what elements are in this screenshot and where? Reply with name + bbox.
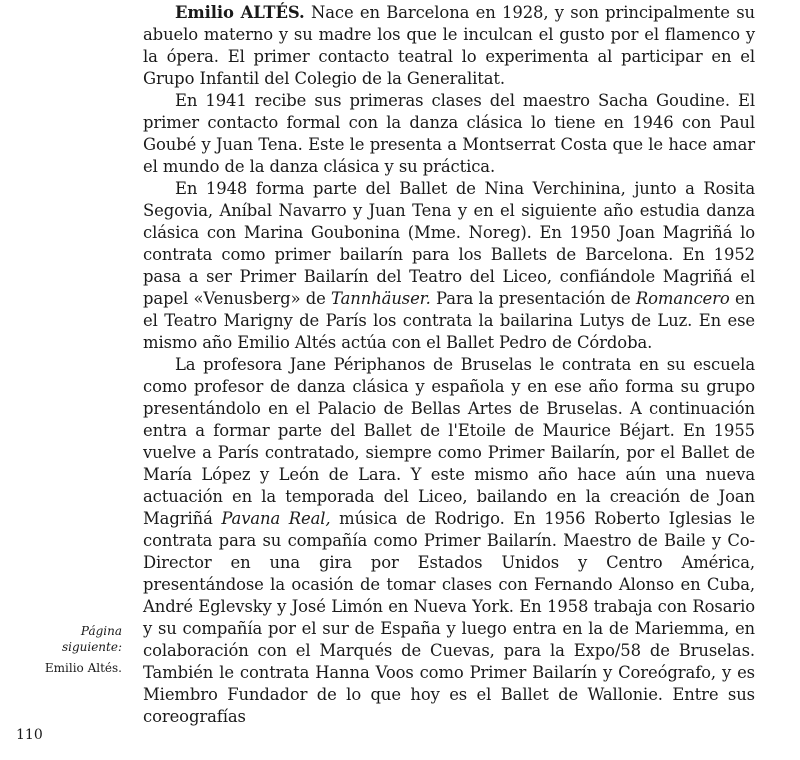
paragraph-1-text: Nace en Barcelona en 1928, y son principalmente su abuelo materno y su madre los que le inculcan el gusto por el flamenco y la ópera. El primer contacto teatral lo experimenta al participar en el Grupo Infantil del Colegio de la Generalitat. <box>143 3 755 88</box>
paragraph-2: En 1941 recibe sus primeras clases del maestro Sacha Goudine. El primer contacto formal con la danza clásica lo tiene en 1946 con Paul Goubé y Juan Tena. Este le presenta a Montserrat Costa que le hace amar el mundo de la danza clásica y su práctica. <box>143 91 755 176</box>
paragraph-4-text-b: música de Rodrigo. En 1956 Roberto Iglesias le contrata para su compañía como Primer Bailarín. Maestro de Baile y Co-Director en una gira por Estados Unidos y Centro América, presentándose la ocasión de tomar clases con Fernando Alonso en Cuba, André Eglevsky y José Limón en Nueva York. En 1958 trabaja con Rosario y su compañía por el sur de España y luego entra en la de Mariemma, en colaboración con el Marqués de Cuevas, para la Expo/58 de Bruselas. También le contrata Hanna Voos como Primer Bailarín y Coreógrafo, y es Miembro Fundador de lo que hoy es el Ballet de Wallonie. Entre sus coreografías <box>143 509 755 726</box>
article-body <box>143 2 755 728</box>
work-title-romancero: Romancero <box>635 289 730 308</box>
caption-name: Emilio Altés. <box>44 661 122 675</box>
paragraph-1 <box>143 2 755 90</box>
subject-name: Emilio ALTÉS. <box>175 3 305 22</box>
paragraph-4-text-a: La profesora Jane Périphanos de Bruselas le contrata en su escuela como profesor de danza clásica y española y en ese año forma su grupo presentándolo en el Palacio de Bellas Artes de Bruselas. A continuación entra a formar parte del Ballet de l'Etoile de Maurice Béjart. En 1955 vuelve a París contratado, siempre como Primer Bailarín, por el Ballet de María López y León de Lara. Y este mismo año hace aún una nueva actuación en la temporada del Liceo, bailando en la creación de Joan Magriñá <box>143 355 755 528</box>
work-title-tannhauser: Tannhäuser. <box>331 289 431 308</box>
work-title-pavana-real: Pavana Real, <box>221 509 331 528</box>
caption-line-1: Página <box>80 624 122 638</box>
paragraph-4 <box>143 354 755 728</box>
page-number: 110 <box>16 727 43 743</box>
paragraph-3-text-b: Para la presentación de <box>436 289 631 308</box>
side-caption <box>30 624 122 677</box>
caption-line-2: siguiente: <box>61 639 122 654</box>
paragraph-3-text-a: En 1948 forma parte del Ballet de Nina Verchinina, junto a Rosita Segovia, Aníbal Navarro y Juan Tena y en el siguiente año estudia danza clásica con Marina Goubonina (Mme. Noreg). En 1950 Joan Magriñá lo contrata como primer bailarín para los Ballets de Barcelona. En 1952 pasa a ser Primer Bailarín del Teatro del Liceo, confiándole Magriñá el papel «Venusberg» de <box>143 179 755 308</box>
paragraph-3-text-c: en el Teatro Marigny de París los contrata la bailarina Lutys de Luz. En ese mismo año Emilio Altés actúa con el Ballet Pedro de Córdoba. <box>143 289 755 352</box>
paragraph-3 <box>143 178 755 354</box>
